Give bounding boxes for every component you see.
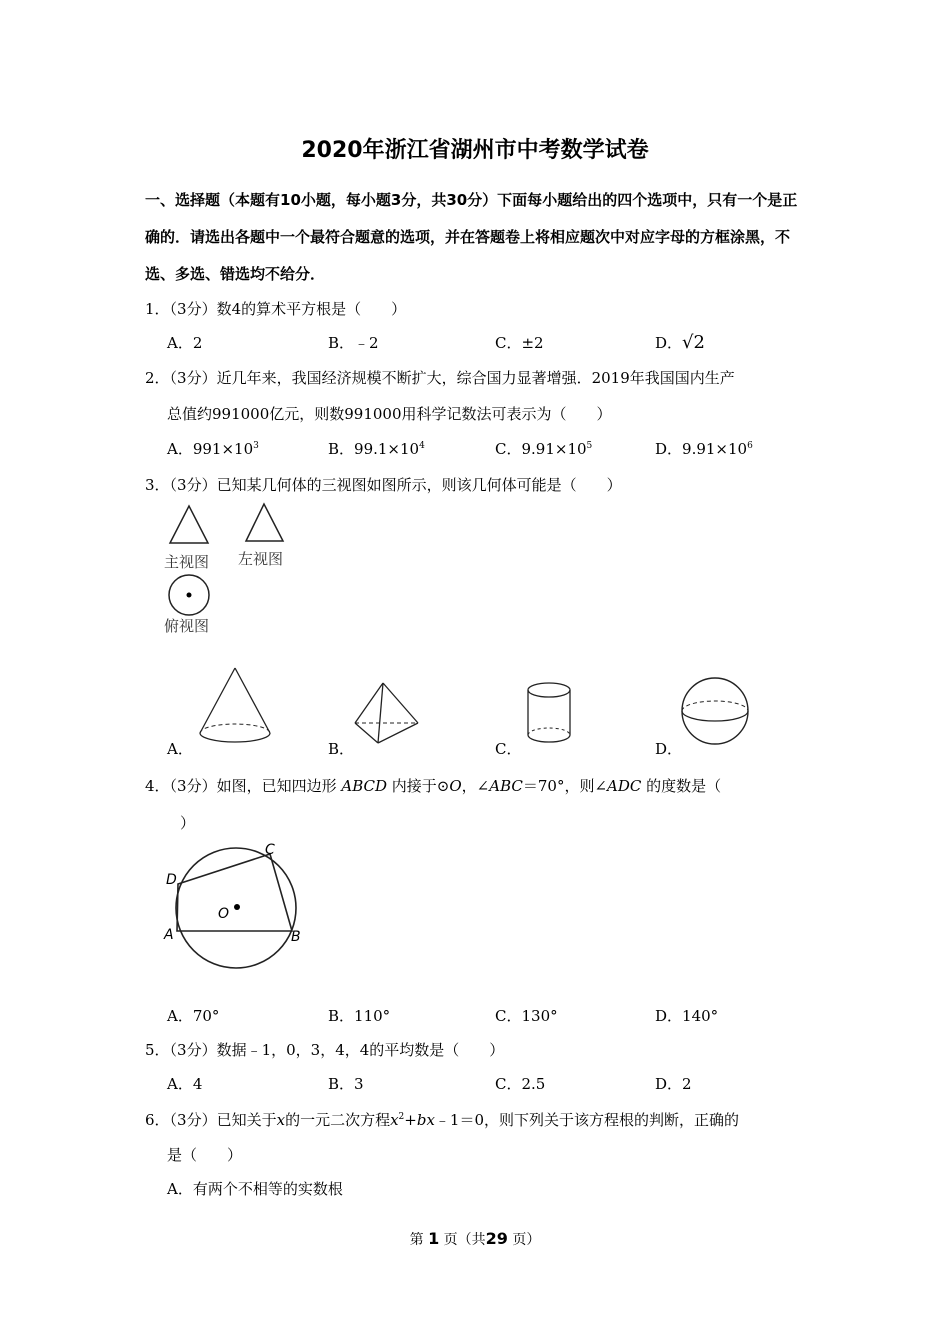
q6-text-1: 6．（3分）已知关于 xyxy=(145,1111,277,1129)
q4-text-3: ，∠ xyxy=(461,777,490,795)
q4-option-b: B．110° xyxy=(328,1007,391,1025)
q2-option-b xyxy=(328,438,425,459)
side-view-label: 左视图 xyxy=(238,550,284,568)
q4-text-1: 4．（3分）如图，已知四边形 xyxy=(145,777,342,795)
q2-option-c-exp: 5 xyxy=(586,441,593,451)
question-6-stem-line2: 是（ ） xyxy=(167,1146,243,1164)
q3-option-b: B． xyxy=(328,740,355,758)
label-a: A xyxy=(164,927,174,943)
front-view-triangle xyxy=(170,506,208,543)
footer-mid: 页（共 xyxy=(443,1232,486,1248)
q1-option-b: B．﹣2 xyxy=(328,334,379,352)
q4-option-c: C．130° xyxy=(495,1007,558,1025)
exam-title: 2020年浙江省湖州市中考数学试卷 xyxy=(301,138,649,163)
q6-eq-exp: 2 xyxy=(398,1112,405,1122)
side-view-triangle xyxy=(246,504,283,541)
sphere-icon xyxy=(678,676,753,748)
q2-option-a-label: A．991×10 xyxy=(167,440,254,458)
q3-option-a: A． xyxy=(167,740,193,758)
q6-eq-plus: + xyxy=(404,1111,417,1129)
q2-option-a-exp: 3 xyxy=(253,441,259,451)
three-views-figure xyxy=(160,500,310,640)
q4-angle1: ABC xyxy=(489,777,523,795)
section-header: 一、选择题（本题有10小题，每小题3分，共30分）下面每小题给出的四个选项中，只有一个是正确的．请选出各题中一个最符合题意的选项，并在答题卷上将相应题次中对应字母的方框涂黑，不选、多选、错选均不给分． xyxy=(145,191,798,283)
cone-icon xyxy=(195,665,275,747)
footer-total-pages: 29 xyxy=(485,1229,508,1248)
q6-text-2: 的一元二次方程 xyxy=(285,1111,391,1129)
q4-option-a: A．70° xyxy=(167,1007,220,1025)
q1-option-d-label: D． xyxy=(655,334,683,352)
q4-option-d: D．140° xyxy=(655,1007,719,1025)
q2-option-c-label: C．9.91×10 xyxy=(495,440,587,458)
sqrt2-symbol: √2 xyxy=(682,332,705,353)
q4-quad-name: ABCD xyxy=(341,777,387,795)
question-6-stem-line1 xyxy=(145,1109,739,1130)
label-b: B xyxy=(291,929,301,945)
q5-option-d: D．2 xyxy=(655,1075,692,1093)
page-footer xyxy=(0,1229,950,1249)
q4-text-2: 内接于⊙ xyxy=(387,777,450,795)
q3-option-d: D． xyxy=(655,740,683,758)
inscribed-quadrilateral-figure xyxy=(160,840,310,975)
cylinder-icon xyxy=(522,680,577,748)
q4-text-5: 的度数是（ xyxy=(641,777,722,795)
label-d: D xyxy=(166,872,177,888)
q4-circle-name: O xyxy=(449,777,462,795)
q6-eq-x: x xyxy=(390,1111,399,1129)
q1-option-a: A．2 xyxy=(167,334,203,352)
q4-text-4: ＝70°，则∠ xyxy=(522,777,608,795)
top-view-label: 俯视图 xyxy=(164,617,210,635)
footer-page-number: 1 xyxy=(428,1229,440,1248)
question-3-stem: 3．（3分）已知某几何体的三视图如图所示，则该几何体可能是（ ） xyxy=(145,476,622,494)
q6-option-a: A．有两个不相等的实数根 xyxy=(167,1180,343,1198)
q2-option-d-exp: 6 xyxy=(747,441,753,451)
q6-eq-bx: bx xyxy=(416,1111,435,1129)
q2-option-b-exp: 4 xyxy=(419,441,425,451)
footer-prefix: 第 xyxy=(409,1232,424,1248)
q5-option-c: C．2.5 xyxy=(495,1075,546,1093)
front-view-label: 主视图 xyxy=(164,553,210,571)
q4-angle2: ADC xyxy=(607,777,642,795)
question-5-stem: 5．（3分）数据﹣1，0，3，4，4的平均数是（ ） xyxy=(145,1041,505,1059)
q1-option-d xyxy=(655,332,705,353)
top-view-center-dot xyxy=(187,593,192,598)
label-c: C xyxy=(265,842,275,858)
q5-option-a: A．4 xyxy=(167,1075,203,1093)
question-2-stem-line1: 2．（3分）近几年来，我国经济规模不断扩大，综合国力显著增强．2019年我国国内生产 xyxy=(145,369,735,387)
question-1-stem: 1．（3分）数4的算术平方根是（ ） xyxy=(145,300,407,318)
q2-option-d xyxy=(655,438,753,459)
pyramid-icon xyxy=(350,680,425,748)
q3-option-c: C． xyxy=(495,740,522,758)
center-point-o xyxy=(234,904,240,910)
q6-text-3: ﹣1＝0，则下列关于该方程根的判断，正确的 xyxy=(434,1111,740,1129)
q6-var-x: x xyxy=(276,1111,286,1129)
question-4-stem-line2: ） xyxy=(180,814,196,832)
q5-option-b: B．3 xyxy=(328,1075,364,1093)
label-o: O xyxy=(218,906,230,922)
q2-option-b-label: B．99.1×10 xyxy=(328,440,420,458)
q2-option-d-label: D．9.91×10 xyxy=(655,440,748,458)
question-4-stem-line1 xyxy=(145,775,721,796)
q1-option-c: C．±2 xyxy=(495,334,544,352)
footer-suffix: 页） xyxy=(512,1232,541,1248)
question-2-stem-line2: 总值约991000亿元，则数991000用科学记数法可表示为（ ） xyxy=(167,405,612,423)
q2-option-a xyxy=(167,438,259,459)
q2-option-c xyxy=(495,438,592,459)
